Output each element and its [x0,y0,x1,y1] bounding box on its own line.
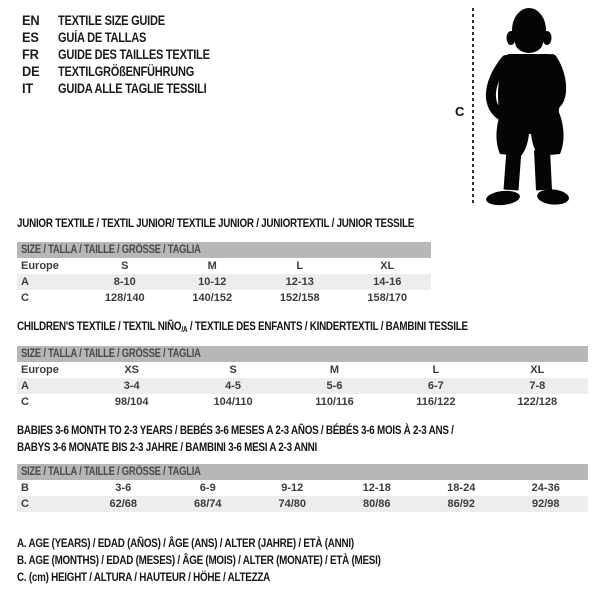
language-title-list [22,12,243,97]
lang-row-de [22,63,243,80]
table-row [17,274,431,290]
row-label: C [21,396,29,408]
age-cell: 9-12 [281,482,304,494]
lang-label: GUIDE DES TAILLES TEXTILE [58,47,210,62]
lang-code: FR [22,47,39,62]
lang-code: IT [22,81,34,96]
height-cell: 122/128 [517,396,558,408]
lang-label: TEXTILE SIZE GUIDE [58,13,165,28]
lang-row-es [22,29,243,46]
lang-label: GUÍA DE TALLAS [58,30,147,45]
title-subscript: /A [181,325,188,334]
children-table-title: CHILDREN'S TEXTILE / TEXTIL NIÑO/A / TEXTILE DES ENFANTS / KINDERTEXTIL / BAMBINI TESSILE [17,319,468,334]
lang-code: EN [22,13,40,28]
height-dashed-line [472,8,474,206]
table-row [17,258,431,274]
age-cell: 3-4 [81,378,182,394]
lang-row-fr [22,46,243,63]
age-cell: 4-5 [182,378,283,394]
row-label: B [21,482,29,494]
row-label: Europe [21,364,59,376]
height-cell: 86/92 [419,496,504,512]
toddler-silhouette-icon [482,4,578,208]
size-cell: M [207,260,217,272]
size-cell: M [329,364,340,376]
height-cell: 128/140 [104,292,145,304]
size-cell: L [432,364,440,376]
footnote-c: C. (cm) HEIGHT / ALTURA / HAUTEUR / HÖHE / ALTEZZA [17,570,271,584]
babies-size-table [17,464,588,512]
age-cell: 6-9 [199,482,216,494]
height-cell: 62/68 [81,496,166,512]
age-cell: 24-36 [531,482,560,494]
table-row [17,362,588,378]
age-cell: 14-16 [344,274,432,290]
height-cell: 74/80 [250,496,335,512]
height-cell: 104/110 [213,396,253,408]
height-cell: 152/158 [279,292,320,304]
age-cell: 5-6 [284,378,385,394]
height-cell: 158/170 [367,292,408,304]
row-label: A [17,274,81,290]
footnote-a: A. AGE (YEARS) / EDAD (AÑOS) / ÂGE (ANS) / ALTER (JAHRE) / ETÀ (ANNI) [17,536,354,550]
lang-code: DE [22,64,40,79]
height-cell: 140/152 [192,292,233,304]
age-cell: 12-13 [256,274,344,290]
height-cell: 98/104 [114,396,149,408]
size-header-row [17,242,431,258]
height-cell: 68/74 [166,496,251,512]
row-label: C [17,496,81,512]
size-header-label: SIZE / TALLA / TAILLE / GRÖSSE / TAGLIA [21,244,201,256]
height-measure-label: C [455,104,465,119]
age-cell: 6-7 [385,378,486,394]
size-cell: XL [530,364,545,376]
children-size-table [17,346,588,410]
height-cell: 80/86 [335,496,420,512]
footnote-b: B. AGE (MONTHS) / EDAD (MESES) / ÂGE (MOIS) / ALTER (MONATE) / ETÀ (MESI) [17,553,381,567]
size-cell: XL [380,260,395,272]
row-label: A [17,378,81,394]
junior-size-table [17,242,431,306]
age-cell: 8-10 [81,274,169,290]
age-cell: 12-18 [362,482,391,494]
table-row [17,378,588,394]
lang-label: TEXTILGRÖßENFÜHRUNG [58,64,195,79]
lang-label: GUIDA ALLE TAGLIE TESSILI [58,81,207,96]
size-header-label: SIZE / TALLA / TAILLE / GRÖSSE / TAGLIA [21,466,201,478]
lang-row-en [22,12,243,29]
size-cell: S [121,260,129,272]
footnote-legend [17,536,460,587]
table-row [17,290,431,306]
size-cell: L [296,260,304,272]
age-cell: 7-8 [487,378,588,394]
height-cell: 116/122 [416,396,456,408]
row-label: C [21,292,29,304]
table-row [17,480,588,496]
size-header-label: SIZE / TALLA / TAILLE / GRÖSSE / TAGLIA [21,348,201,360]
babies-table-title: BABIES 3-6 MONTH TO 2-3 YEARS / BEBÉS 3-6 MESES A 2-3 AÑOS / BÉBÉS 3-6 MOIS À 2-3 ANS / BABYS 3-6 MONATE BIS 2-3 JAHRE / BAMBINI 3-6 MESI A 2-3 ANNI [17,423,454,454]
size-cell: XS [124,364,140,376]
lang-code: ES [22,30,39,45]
age-cell: 3-6 [115,482,132,494]
size-header-row [17,346,588,362]
age-cell: 18-24 [447,482,476,494]
row-label: Europe [21,260,59,272]
height-cell: 110/116 [315,396,354,408]
junior-table-title: JUNIOR TEXTILE / TEXTIL JUNIOR/ TEXTILE JUNIOR / JUNIORTEXTIL / JUNIOR TESSILE [17,216,415,230]
height-cell: 92/98 [504,496,589,512]
size-header-row [17,464,588,480]
table-row [17,394,588,410]
lang-row-it [22,80,243,97]
table-row [17,496,588,512]
size-cell: S [229,364,237,376]
age-cell: 10-12 [169,274,257,290]
